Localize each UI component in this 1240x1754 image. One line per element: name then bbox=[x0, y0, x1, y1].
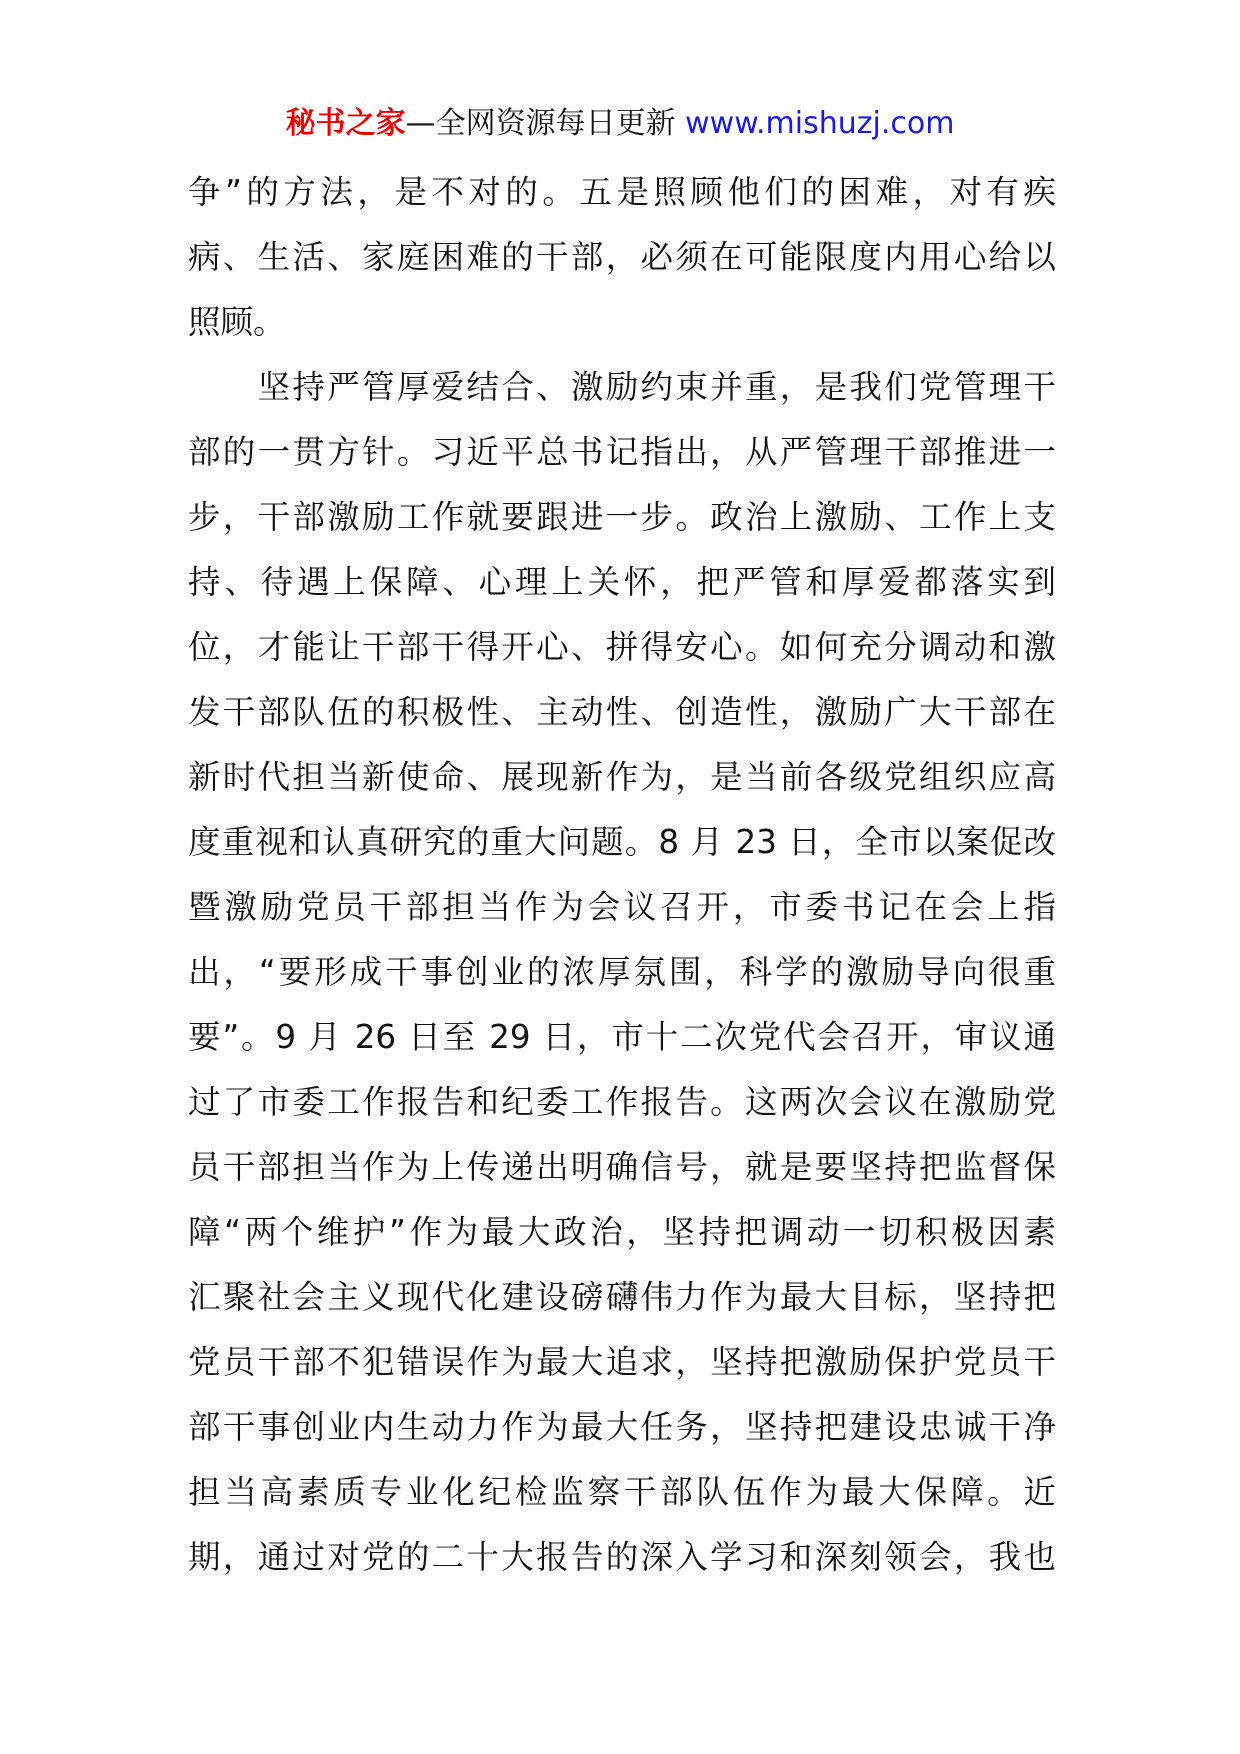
text-line: 坚持严管厚爱结合、激励约束并重，是我们党管理干 bbox=[188, 368, 1056, 406]
text-line: 步，干部激励工作就要跟进一步。政治上激励、工作上支 bbox=[188, 498, 1056, 536]
text-line: 部的一贯方针。习近平总书记指出，从严管理干部推进一 bbox=[188, 433, 1056, 471]
document-body bbox=[188, 160, 1056, 1590]
text-line: 暨激励党员干部担当作为会议召开，市委书记在会上指 bbox=[188, 888, 1056, 926]
text-line: 病、生活、家庭困难的干部，必须在可能限度内用心给以 bbox=[188, 238, 1056, 276]
text-line: 员干部担当作为上传递出明确信号，就是要坚持把监督保 bbox=[188, 1148, 1056, 1186]
text-line: 党员干部不犯错误作为最大追求，坚持把激励保护党员干 bbox=[188, 1343, 1056, 1381]
text-line: 要”。9 月 26 日至 29 日，市十二次党代会召开，审议通 bbox=[188, 1018, 1056, 1056]
text-line: 障“两个维护”作为最大政治，坚持把调动一切积极因素 bbox=[188, 1213, 1056, 1251]
site-url[interactable]: www.mishuzj.com bbox=[685, 106, 955, 141]
text-line: 部干事创业内生动力作为最大任务，坚持把建设忠诚干净 bbox=[188, 1408, 1056, 1446]
text-line: 位，才能让干部干得开心、拼得安心。如何充分调动和激 bbox=[188, 628, 1056, 666]
text-line: 过了市委工作报告和纪委工作报告。这两次会议在激励党 bbox=[188, 1083, 1056, 1121]
header-tagline: —全网资源每日更新 bbox=[405, 106, 686, 141]
text-line: 汇聚社会主义现代化建设磅礴伟力作为最大目标，坚持把 bbox=[188, 1278, 1056, 1316]
text-line: 出，“要形成干事创业的浓厚氛围，科学的激励导向很重 bbox=[188, 953, 1056, 991]
text-line: 新时代担当新使命、展现新作为，是当前各级党组织应高 bbox=[188, 758, 1056, 796]
text-line: 照顾。 bbox=[188, 303, 286, 341]
text-line: 争”的方法，是不对的。五是照顾他们的困难，对有疾 bbox=[188, 173, 1056, 211]
text-line: 担当高素质专业化纪检监察干部队伍作为最大保障。近 bbox=[188, 1473, 1056, 1511]
text-line: 持、待遇上保障、心理上关怀，把严管和厚爱都落实到 bbox=[188, 563, 1056, 601]
text-line: 发干部队伍的积极性、主动性、创造性，激励广大干部在 bbox=[188, 693, 1056, 731]
text-line: 度重视和认真研究的重大问题。8 月 23 日，全市以案促改 bbox=[188, 823, 1056, 861]
brand-name: 秘书之家 bbox=[285, 106, 406, 141]
page-header bbox=[0, 100, 1240, 148]
text-line: 期，通过对党的二十大报告的深入学习和深刻领会，我也 bbox=[188, 1538, 1056, 1576]
